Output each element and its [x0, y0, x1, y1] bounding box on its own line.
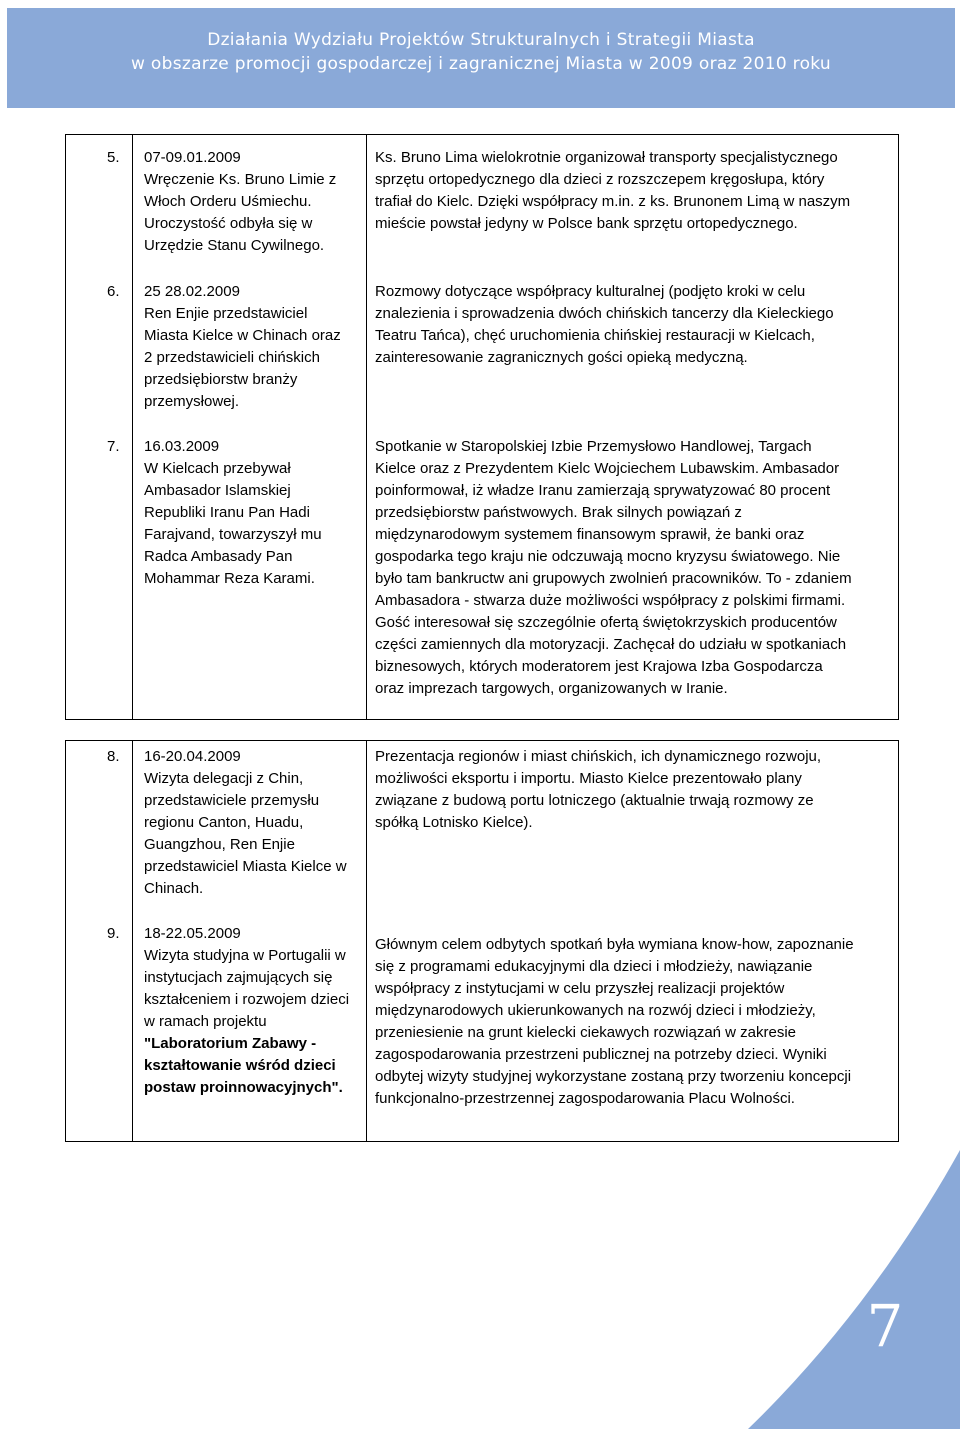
header-title-line-2: w obszarze promocji gospodarczej i zagranicznej Miasta w 2009 oraz 2010 roku [131, 54, 831, 74]
row-8-event-line: regionu Canton, Huadu, [144, 814, 304, 831]
row-6-event-line: 25 28.02.2009 [144, 283, 240, 300]
row-7-desc-line: Kielce oraz z Prezydentem Kielc Wojciechem Lubawskim. Ambasador [375, 460, 840, 477]
row-6-event-line: przemysłowej. [144, 393, 240, 410]
row-9-desc-line: Głównym celem odbytych spotkań była wymiana know-how, zapoznanie [375, 936, 854, 953]
row-9-desc-line: zagospodarowania przestrzeni publicznej na potrzeby dzieci. Wyniki [375, 1046, 827, 1063]
row-7-desc-line: gospodarka tego kraju nie odczuwają mocno kryzysu światowego. Nie [375, 548, 841, 565]
row-9-desc-line: współpracy z instytucjami w celu przyszłej realizacji projektów [375, 980, 785, 997]
row-7-desc-line: było tam bankructw ani grupowych zwolnień pracowników. To - zdaniem [375, 570, 852, 587]
row-7-desc-line: biznesowych, których moderatorem jest Krajowa Izba Gospodarcza [375, 658, 823, 675]
row-6-desc-line: zainteresowanie zagranicznych gości opieką medyczną. [375, 349, 748, 366]
row-8-desc-line: związane z budową portu lotniczego (aktualnie trwają rozmowy ze [375, 792, 814, 809]
row-6-desc-line: Teatru Tańca), chęć uruchomienia chińskiej restauracji w Kielcach, [375, 327, 815, 344]
corner-wedge-shape [748, 1150, 960, 1429]
row-9-desc-line: się z programami edukacyjnymi dla dzieci i młodzieży, nawiązanie [375, 958, 813, 975]
row-9-project-title-line: "Laboratorium Zabawy - [144, 1035, 317, 1052]
row-9-desc-line: przeniesienie na grunt kielecki ciekawych rozwiązań w zakresie [375, 1024, 797, 1041]
row-5-event-line: Urzędzie Stanu Cywilnego. [144, 237, 325, 254]
row-9-desc-line: międzynarodowych ukierunkowanych na rozwój dzieci i młodzieży, [375, 1002, 816, 1019]
row-8-event-line: Chinach. [144, 880, 204, 897]
row-6-event-line: Ren Enjie przedstawiciel [144, 305, 308, 322]
row-8-event-line: przedstawiciele przemysłu [144, 792, 320, 809]
row-5-desc-line: trafiał do Kielc. Dzięki współpracy m.in. z ks. Brunonem Limą w naszym [375, 193, 851, 210]
row-6-event-line: 2 przedstawicieli chińskich [144, 349, 320, 366]
row-7-desc-line: międzynarodowym systemem finansowym sprawił, że banki oraz [375, 526, 805, 543]
row-8-number: 8. [107, 748, 120, 765]
row-5-event-line: Wręczenie Ks. Bruno Limie z [144, 171, 337, 188]
row-9-number: 9. [107, 925, 120, 942]
row-9-desc-line: odbytej wizyty studyjnej wykorzystane zostaną przy tworzeniu koncepcji [375, 1068, 852, 1085]
row-7-event-line: Farajvand, towarzyszył mu [144, 526, 322, 543]
row-7-desc-line: Spotkanie w Staropolskiej Izbie Przemysłowo Handlowej, Targach [375, 438, 812, 455]
row-8-event-line: Guangzhou, Ren Enjie [144, 836, 295, 853]
row-8-event-line: przedstawiciel Miasta Kielce w [144, 858, 347, 875]
row-9-project-title-line: kształtowanie wśród dzieci [144, 1057, 336, 1074]
row-6-desc-line: znalezienia i sprowadzenia dwóch chińskich tancerzy dla Kieleckiego [375, 305, 834, 322]
row-7-event-line: 16.03.2009 [144, 438, 220, 455]
row-5-number: 5. [107, 149, 120, 166]
row-7-desc-line: Gość interesował się szczególnie ofertą świętokrzyskich producentów [375, 614, 837, 631]
row-7-number: 7. [107, 438, 120, 455]
row-7-event-line: Ambasador Islamskiej [144, 482, 291, 499]
row-5-event-line: Włoch Orderu Uśmiechu. [144, 193, 312, 210]
row-8-desc-line: Prezentacja regionów i miast chińskich, ich dynamicznego rozwoju, [375, 748, 822, 765]
row-7-desc-line: oraz imprezach targowych, organizowanych w Iranie. [375, 680, 728, 697]
row-6-event-line: przedsiębiorstw branży [144, 371, 298, 388]
row-8-desc-line: spółką Lotnisko Kielce). [375, 814, 533, 831]
row-5-event-line: 07-09.01.2009 [144, 149, 241, 166]
row-7-event-line: Radca Ambasady Pan [144, 548, 293, 565]
row-7-event-line: Republiki Iranu Pan Hadi [144, 504, 310, 521]
row-7-event-line: Mohammar Reza Karami. [144, 570, 315, 587]
row-9-event-line: w ramach projektu [144, 1013, 267, 1030]
row-7-desc-line: części zamiennych dla motoryzacji. Zachęcał do udziału w spotkaniach [375, 636, 847, 653]
row-5-desc-line: Ks. Bruno Lima wielokrotnie organizował transporty specjalistycznego [375, 149, 838, 166]
page-number: 7 [866, 1292, 904, 1360]
row-6-desc-line: Rozmowy dotyczące współpracy kulturalnej (podjęto kroki w celu [375, 283, 806, 300]
row-7-desc-line: przedsiębiorstw państwowych. Brak silnych powiązań z [375, 504, 742, 521]
row-7-desc-line: poinformował, iż władze Iranu zamierzają sprywatyzować 80 procent [375, 482, 831, 499]
row-9-event-line: instytucjach zajmujących się [144, 969, 333, 986]
row-5-desc-line: mieście powstał jedyny w Polsce bank sprzętu ortopedycznego. [375, 215, 798, 232]
row-8-desc-line: możliwości eksportu i importu. Miasto Kielce prezentowało plany [375, 770, 802, 787]
row-6-number: 6. [107, 283, 120, 300]
row-9-desc-line: funkcjonalno-przestrzennej zagospodarowania Placu Wolności. [375, 1090, 795, 1107]
row-6-event-line: Miasta Kielce w Chinach oraz [144, 327, 341, 344]
header-title-line-1: Działania Wydziału Projektów Strukturalnych i Strategii Miasta [207, 30, 755, 50]
row-8-event-line: 16-20.04.2009 [144, 748, 241, 765]
row-8-event-line: Wizyta delegacji z Chin, [144, 770, 304, 787]
row-9-project-title-line: postaw proinnowacyjnych". [144, 1079, 343, 1096]
row-9-event-line: Wizyta studyjna w Portugalii w [144, 947, 346, 964]
row-5-event-line: Uroczystość odbyła się w [144, 215, 313, 232]
row-9-event-line: kształceniem i rozwojem dzieci [144, 991, 350, 1008]
row-7-event-line: W Kielcach przebywał [144, 460, 291, 477]
row-5-desc-line: sprzętu ortopedycznego dla dzieci z rozszczepem kręgosłupa, który [375, 171, 825, 188]
row-9-event-line: 18-22.05.2009 [144, 925, 241, 942]
row-7-desc-line: Ambasadora - stwarza duże możliwości współpracy z polskimi firmami. [375, 592, 846, 609]
